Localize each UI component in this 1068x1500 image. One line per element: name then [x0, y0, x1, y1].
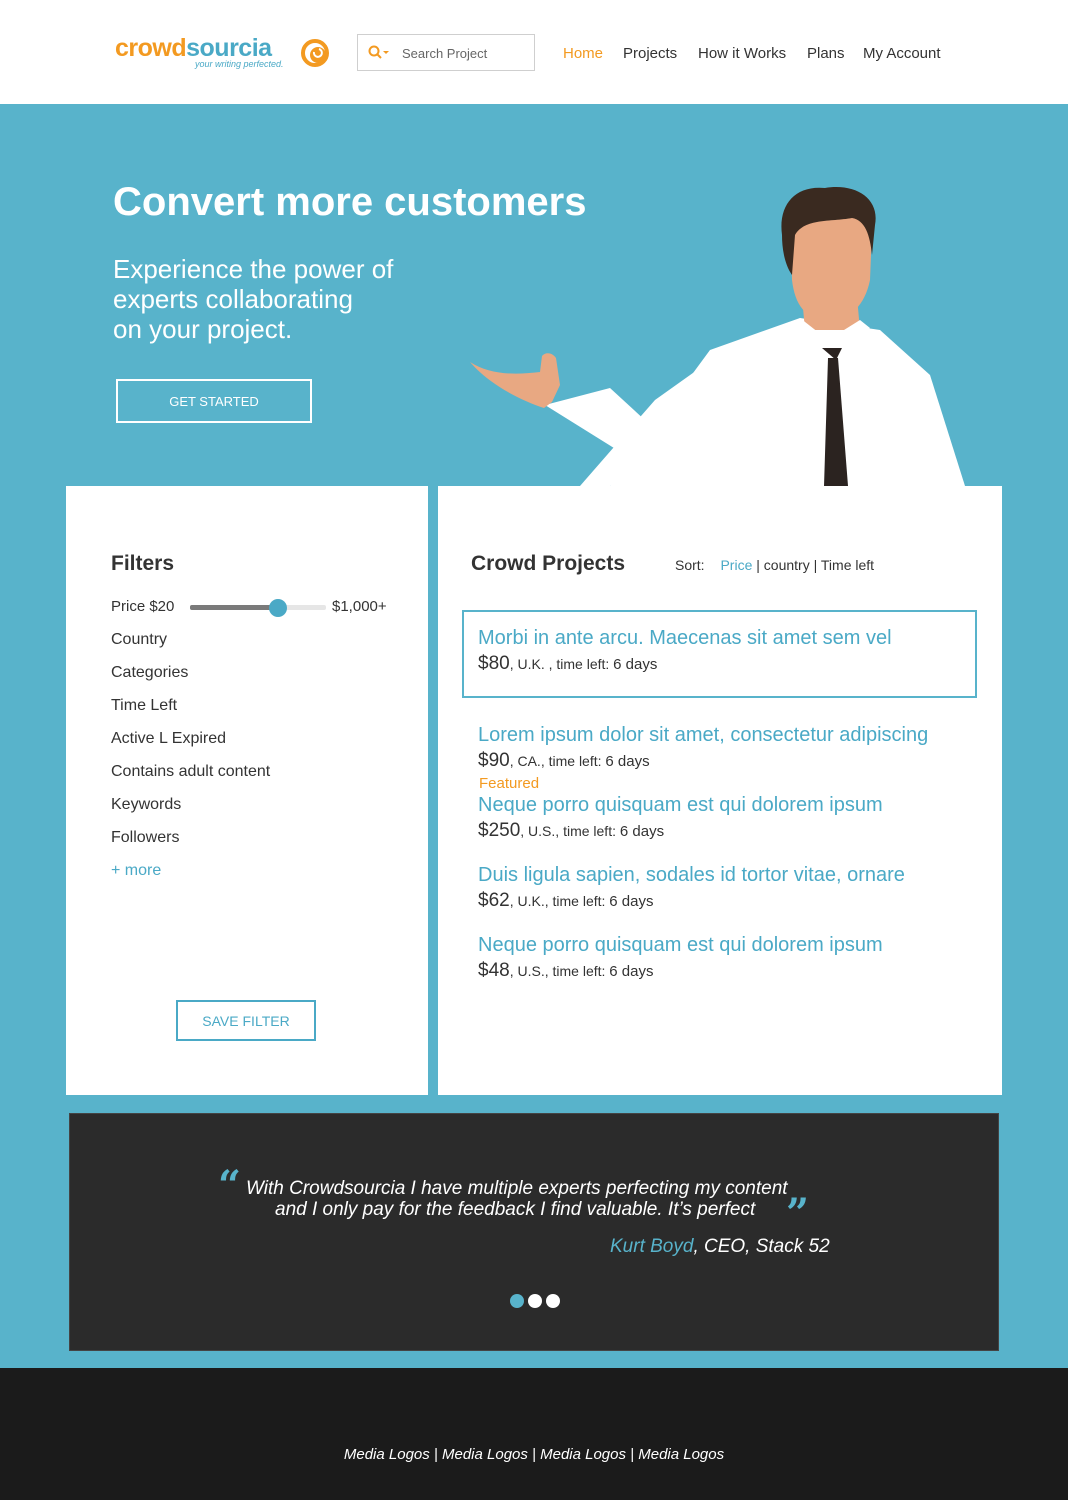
project-time-left: 6 days	[619, 823, 665, 840]
hero-subtitle-line: Experience the power of	[113, 254, 394, 284]
carousel-dot[interactable]	[510, 1294, 524, 1308]
testimonial-author-role: , CEO, Stack 52	[693, 1236, 830, 1257]
price-slider[interactable]	[190, 605, 326, 611]
sort-label: Sort:	[675, 557, 705, 573]
filter-list	[111, 631, 270, 862]
logo-word-sourcia: sourcia	[186, 34, 272, 62]
price-slider-fill	[190, 605, 278, 610]
price-slider-thumb[interactable]	[269, 599, 287, 617]
sort-divider: |	[813, 557, 818, 573]
main-nav	[0, 45, 1068, 65]
filter-followers[interactable]: Followers	[111, 829, 180, 846]
project-location: , U.S., time left:	[520, 823, 620, 839]
sort-controls	[675, 557, 874, 573]
filters-panel	[66, 486, 428, 1095]
carousel-dot[interactable]	[528, 1294, 542, 1308]
project-item-selected[interactable]	[462, 610, 977, 698]
filter-adult-content[interactable]: Contains adult content	[111, 763, 271, 780]
testimonial-carousel	[69, 1113, 999, 1351]
project-price: $48	[478, 960, 510, 981]
sort-option-time-left[interactable]: Time left	[820, 557, 875, 573]
testimonial-author-name: Kurt Boyd	[610, 1236, 694, 1257]
businessman-illustration	[460, 180, 980, 486]
site-footer	[0, 1368, 1068, 1500]
testimonial-attribution	[610, 1236, 830, 1258]
price-min-label: Price $20	[111, 598, 175, 615]
hero-subtitle-line: on your project.	[113, 314, 293, 344]
carousel-dot[interactable]	[546, 1294, 560, 1308]
sort-divider: |	[756, 557, 760, 573]
open-quote-icon: “	[218, 1162, 242, 1209]
project-item-featured[interactable]	[478, 794, 988, 842]
project-item[interactable]	[478, 934, 988, 982]
project-title[interactable]: Morbi in ante arcu. Maecenas sit amet sem vel	[478, 627, 892, 649]
project-location: , U.K., time left:	[509, 893, 610, 909]
logo-tagline: your writing perfected.	[195, 59, 284, 69]
hero-subtitle-line: experts collaborating	[113, 284, 353, 314]
project-title[interactable]: Lorem ipsum dolor sit amet, consectetur adipiscing	[478, 724, 929, 746]
project-price: $62	[478, 890, 510, 911]
testimonial-quote-line: With Crowdsourcia I have multiple experts perfecting my content	[246, 1178, 788, 1199]
filter-time-left[interactable]: Time Left	[111, 697, 178, 714]
project-location: , U.K. , time left:	[509, 656, 614, 672]
project-title[interactable]: Neque porro quisquam est qui dolorem ipsum	[478, 934, 883, 956]
project-time-left: 6 days	[609, 893, 654, 910]
project-location: , U.S., time left:	[509, 963, 610, 979]
project-item[interactable]	[478, 864, 988, 912]
project-meta	[478, 960, 988, 982]
save-filter-button[interactable]: SAVE FILTER	[176, 1000, 316, 1041]
project-time-left: 6 days	[609, 963, 654, 980]
filter-keywords[interactable]: Keywords	[111, 796, 182, 813]
project-price: $80	[478, 653, 510, 674]
project-title[interactable]: Duis ligula sapien, sodales id tortor vitae, ornare	[478, 864, 905, 886]
project-item[interactable]	[478, 724, 988, 772]
filter-active-expired[interactable]: Active L Expired	[111, 730, 227, 747]
project-price: $90	[478, 750, 510, 771]
filter-country[interactable]: Country	[111, 631, 168, 648]
project-location: , CA., time left:	[509, 753, 606, 769]
nav-my-account[interactable]: My Account	[863, 45, 941, 62]
price-filter	[111, 598, 411, 618]
close-quote-icon: ”	[786, 1190, 810, 1237]
project-meta	[478, 820, 988, 842]
nav-projects[interactable]: Projects	[623, 45, 678, 62]
sort-option-country[interactable]: country	[763, 557, 810, 573]
sort-option-price[interactable]: Price	[720, 557, 753, 573]
nav-home[interactable]: Home	[563, 45, 604, 62]
project-time-left: 6 days	[613, 656, 658, 673]
project-time-left: 6 days	[605, 753, 650, 770]
project-meta	[478, 750, 988, 772]
projects-panel	[438, 486, 1002, 1095]
hero-subtitle	[113, 254, 453, 344]
project-title[interactable]: Neque porro quisquam est qui dolorem ipsum	[478, 794, 883, 816]
nav-plans[interactable]: Plans	[807, 45, 845, 62]
more-filters-link[interactable]: + more	[111, 862, 162, 879]
project-price: $250	[478, 820, 521, 841]
filters-title: Filters	[111, 552, 175, 575]
project-meta	[478, 653, 975, 675]
hero-title: Convert more customers	[113, 180, 587, 224]
projects-title: Crowd Projects	[471, 552, 626, 575]
get-started-button[interactable]: GET STARTED	[116, 379, 312, 423]
featured-badge: Featured	[479, 775, 540, 792]
logo-word-crowd: crowd	[115, 34, 187, 62]
price-max-label: $1,000+	[332, 598, 387, 615]
nav-how-it-works[interactable]: How it Works	[698, 45, 787, 62]
site-header	[0, 0, 1068, 104]
project-meta	[478, 890, 988, 912]
testimonial-quote-line: and I only pay for the feedback I find valuable. It’s perfect	[275, 1199, 756, 1220]
filter-categories[interactable]: Categories	[111, 664, 189, 681]
media-logos: Media Logos | Media Logos | Media Logos | Media Logos	[343, 1446, 725, 1463]
